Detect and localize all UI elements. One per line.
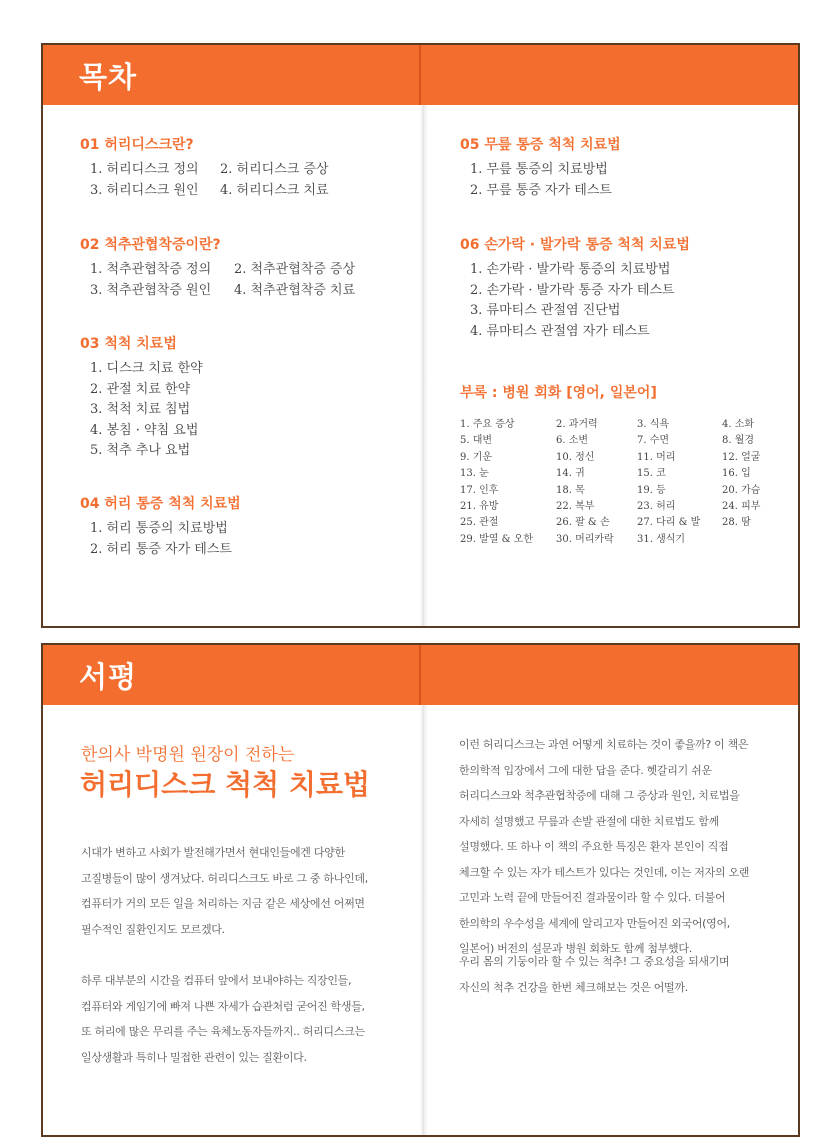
review-title: 서평 [79, 660, 138, 694]
paragraph-line: 자신의 척추 건강을 한번 체크해보는 것은 어떨까. [459, 980, 688, 994]
toc-section-items [90, 519, 232, 560]
paragraph-line: 체크할 수 있는 자가 테스트가 있다는 것인데, 이는 저자의 오랜 [459, 865, 750, 879]
appendix-item: 31. 생식기 [637, 533, 686, 545]
toc-item: 3. 척추관협착증 원인 [90, 282, 212, 298]
toc-item: 4. 봉침 · 약침 요법 [90, 422, 199, 438]
appendix-item: 17. 인후 [460, 484, 499, 496]
toc-section-heading: 03 척척 치료법 [80, 336, 177, 352]
review-subtitle: 한의사 박명원 원장이 전하는 [81, 745, 295, 765]
paragraph-line: 일본어) 버전의 설문과 병원 회화도 함께 첨부했다. [459, 942, 692, 955]
appendix-item: 14. 귀 [556, 468, 585, 480]
toc-section-heading: 05 무릎 통증 척척 치료법 [460, 137, 621, 153]
appendix-heading: 부록 : 병원 회화 [영어, 일본어] [460, 385, 657, 401]
review-paragraph [81, 840, 368, 942]
toc-section-heading: 04 허리 통증 척척 치료법 [80, 496, 241, 512]
appendix-item: 21. 유방 [460, 500, 499, 512]
toc-item: 1. 디스크 치료 한약 [90, 361, 203, 376]
paragraph-line: 고민과 노력 끝에 만들어진 결과물이라 할 수 있다. 더불어 [459, 891, 726, 904]
appendix-item: 22. 복부 [556, 500, 595, 512]
toc-item: 4. 류마티스 관절염 자가 테스트 [470, 323, 650, 339]
appendix-row [460, 483, 760, 499]
header-fold [419, 645, 421, 705]
appendix-item: 27. 다리 & 발 [637, 517, 701, 529]
toc-item: 1. 허리디스크 정의 [90, 162, 199, 177]
appendix-item: 5. 대변 [460, 435, 493, 447]
appendix-item: 1. 주요 증상 [460, 419, 515, 430]
appendix-item: 15. 코 [637, 468, 666, 480]
paragraph-line: 설명했다. 또 하나 이 책의 주요한 특징은 환자 본인이 직접 [459, 840, 729, 853]
toc-section-heading: 06 손가락 · 발가락 통증 척척 치료법 [460, 237, 690, 253]
appendix-item: 25. 관절 [460, 517, 499, 529]
toc-item: 2. 무릎 통증 자가 테스트 [470, 182, 612, 198]
toc-row [90, 160, 329, 181]
toc-item: 1. 허리 통증의 치료방법 [90, 521, 228, 536]
appendix-item: 19. 등 [637, 484, 666, 496]
toc-section-items [90, 359, 203, 462]
toc-item: 2. 척추관협착증 증상 [234, 262, 356, 277]
appendix-item: 24. 피부 [722, 500, 761, 512]
toc-header-band [43, 45, 798, 105]
toc-row [90, 260, 355, 281]
paragraph-line: 한의학의 우수성을 세계에 알리고자 만들어진 외국어(영어, [459, 916, 730, 930]
toc-item: 3. 류마티스 관절염 진단법 [470, 303, 621, 318]
book-spine [420, 645, 428, 1135]
review-paragraph [81, 968, 365, 1070]
paragraph-line: 필수적인 질환인지도 모르겠다. [81, 922, 225, 936]
paragraph-line: 컴퓨터와 게임기에 빠져 나쁜 자세가 습관처럼 굳어진 학생들, [81, 999, 365, 1013]
toc-item: 1. 손가락 · 발가락 통증의 치료방법 [470, 262, 671, 277]
appendix-row [460, 515, 760, 531]
toc-section-items [470, 260, 675, 342]
toc-title: 목차 [79, 60, 138, 94]
appendix-row [460, 499, 760, 515]
appendix-item: 18. 목 [556, 484, 585, 496]
toc-section-items [90, 260, 355, 301]
appendix-item: 26. 팔 & 손 [556, 517, 610, 529]
appendix-item: 10. 정신 [556, 451, 595, 463]
review-spread [41, 643, 800, 1137]
appendix-item: 7. 수면 [637, 435, 670, 447]
paragraph-line: 이런 허리디스크는 과연 어떻게 치료하는 것이 좋을까? 이 책은 [459, 738, 749, 751]
paragraph-line: 컴퓨터가 거의 모든 일을 처리하는 지금 같은 세상에선 어쩌면 [81, 897, 365, 910]
appendix-row [460, 466, 760, 482]
appendix-item: 2. 과거력 [556, 419, 598, 430]
toc-item: 2. 손가락 · 발가락 통증 자가 테스트 [470, 282, 675, 298]
toc-item: 4. 척추관협착증 치료 [234, 282, 356, 298]
toc-item: 3. 허리디스크 원인 [90, 182, 199, 198]
appendix-row [460, 417, 760, 433]
toc-item: 3. 척척 치료 침법 [90, 402, 191, 417]
appendix-item: 16. 입 [722, 468, 751, 480]
paragraph-line: 하루 대부분의 시간을 컴퓨터 앞에서 보내야하는 직장인들, [81, 974, 352, 987]
appendix-item: 12. 얼굴 [722, 451, 761, 463]
toc-section-items [90, 160, 329, 201]
toc-row [90, 281, 355, 302]
appendix-item: 30. 머리카락 [556, 533, 614, 545]
appendix-row [460, 433, 760, 449]
toc-row [90, 181, 329, 202]
appendix-item: 3. 식욕 [637, 419, 670, 430]
appendix-grid [460, 417, 760, 548]
appendix-item: 29. 발열 & 오한 [460, 533, 533, 545]
paragraph-line: 고질병들이 많이 생겨났다. 허리디스크도 바로 그 중 하나인데, [81, 871, 368, 885]
review-book-title: 허리디스크 척척 치료법 [80, 768, 370, 801]
toc-item: 2. 허리 통증 자가 테스트 [90, 541, 232, 557]
toc-item: 4. 허리디스크 치료 [220, 182, 329, 198]
paragraph-line: 우리 몸의 기둥이라 할 수 있는 척추! 그 중요성을 되새기며 [459, 955, 730, 968]
appendix-item: 23. 허리 [637, 500, 676, 512]
paragraph-line: 한의학적 입장에서 그에 대한 답을 준다. 헷갈리기 쉬운 [459, 763, 712, 777]
appendix-item: 6. 소변 [556, 435, 589, 447]
paragraph-line: 시대가 변하고 사회가 발전해가면서 현대인들에겐 다양한 [81, 846, 345, 859]
toc-section-heading: 02 척추관협착증이란? [80, 237, 221, 253]
book-spine [420, 45, 428, 626]
toc-item: 2. 관절 치료 한약 [90, 381, 191, 397]
review-paragraph [459, 949, 729, 1000]
appendix-item: 13. 눈 [460, 468, 489, 480]
toc-section-heading: 01 허리디스크란? [80, 137, 194, 153]
paragraph-line: 일상생활과 특히나 밀접한 관련이 있는 질환이다. [81, 1050, 307, 1064]
appendix-item: 11. 머리 [637, 451, 676, 463]
appendix-item: 4. 소화 [722, 419, 755, 430]
review-header-band [43, 645, 798, 705]
paragraph-line: 허리디스크와 척추관협착증에 대해 그 증상과 원인, 치료법을 [459, 789, 740, 802]
toc-item: 5. 척추 추나 요법 [90, 443, 191, 458]
toc-item: 2. 허리디스크 증상 [220, 162, 329, 177]
header-fold [419, 45, 421, 105]
appendix-row [460, 450, 760, 466]
toc-item: 1. 척추관협착증 정의 [90, 262, 212, 277]
toc-section-items [470, 160, 612, 201]
appendix-item: 28. 땀 [722, 517, 751, 529]
appendix-item: 9. 기운 [460, 451, 493, 463]
paragraph-line: 자세히 설명했고 무릎과 손발 관절에 대한 치료법도 함께 [459, 814, 719, 828]
toc-spread [41, 43, 800, 628]
paragraph-line: 또 허리에 많은 무리를 주는 육체노동자들까지.. 허리디스크는 [81, 1025, 365, 1038]
toc-item: 1. 무릎 통증의 치료방법 [470, 162, 608, 177]
appendix-item: 8. 월경 [722, 435, 755, 447]
appendix-item: 20. 가슴 [722, 484, 761, 496]
appendix-row [460, 532, 760, 548]
review-paragraph [459, 732, 749, 962]
